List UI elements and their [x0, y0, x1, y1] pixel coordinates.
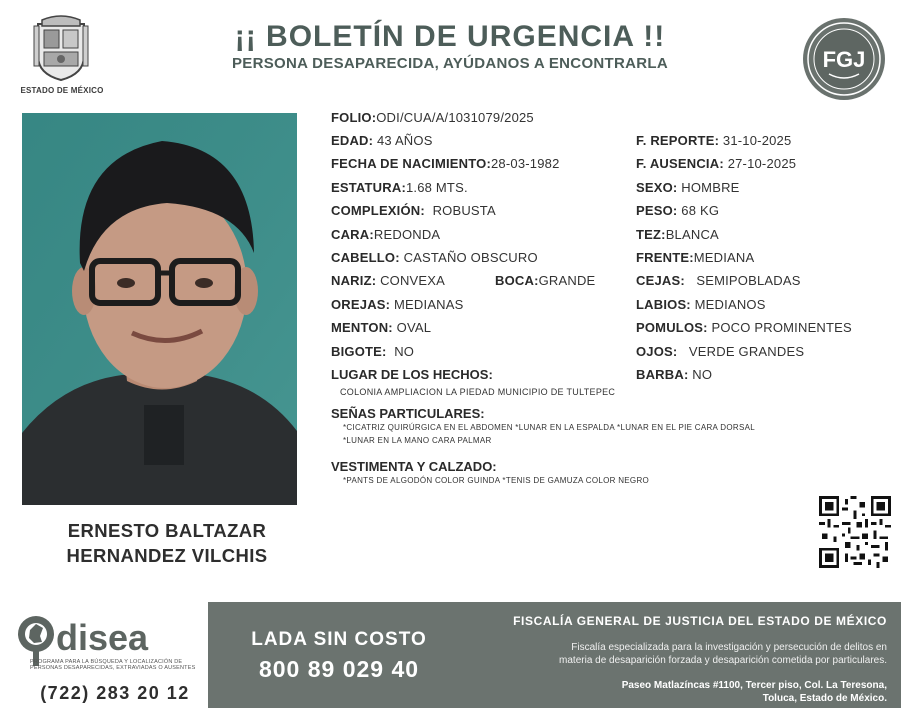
field-estatura: ESTATURA:1.68 MTS. — [331, 180, 468, 195]
person-name — [22, 518, 312, 568]
bulletin-subtitle: PERSONA DESAPARECIDA, AYÚDANOS A ENCONTRARLA — [231, 55, 668, 72]
estado-de-mexico-coat-of-arms-icon — [30, 12, 92, 82]
address-line1: Paseo Matlazíncas #1100, Tercer piso, Col. La Teresona, — [621, 680, 887, 691]
lada-label: LADA SIN COSTO — [251, 629, 427, 650]
field-labios: LABIOS: MEDIANOS — [636, 297, 766, 312]
fiscalia-description — [450, 641, 887, 667]
field-boca: BOCA:GRANDE — [495, 273, 596, 288]
fiscalia-title: FISCALÍA GENERAL DE JUSTICIA DEL ESTADO DE MÉXICO — [513, 614, 887, 628]
fgj-seal-icon — [801, 16, 887, 102]
lada-number[interactable]: 800 89 029 40 — [258, 656, 420, 682]
field-cejas: CEJAS: SEMIPOBLADAS — [636, 273, 801, 288]
person-name-line2: HERNANDEZ VILCHIS — [66, 545, 268, 566]
senas-line2: *LUNAR EN LA MANO CARA PALMAR — [343, 436, 492, 445]
field-folio: FOLIO:ODI/CUA/A/1031079/2025 — [331, 110, 534, 125]
address-line2: Toluca, Estado de México. — [762, 693, 887, 704]
field-fecha-nacimiento: FECHA DE NACIMIENTO:28-03-1982 — [331, 156, 560, 171]
field-peso: PESO: 68 KG — [636, 203, 720, 218]
lugar-label: LUGAR DE LOS HECHOS: — [331, 367, 493, 382]
senas-line1: *CICATRIZ QUIRÚRGICA EN EL ABDOMEN *LUNAR EN LA ESPALDA *LUNAR EN EL PIE CARA DORSAL — [343, 423, 755, 432]
field-nariz: NARIZ: CONVEXA — [331, 273, 446, 288]
field-menton: MENTON: OVAL — [331, 320, 432, 335]
field-fecha-ausencia: F. AUSENCIA: 27-10-2025 — [636, 156, 797, 171]
qr-code-icon[interactable] — [819, 496, 891, 568]
odisea-phone[interactable]: (722) 283 20 12 — [40, 683, 190, 703]
field-sexo: SEXO: HOMBRE — [636, 180, 740, 195]
state-label: ESTADO DE MÉXICO — [20, 86, 104, 95]
field-barba: BARBA: NO — [636, 367, 713, 382]
lugar-value: COLONIA AMPLIACION LA PIEDAD MUNICIPIO DE TULTEPEC — [340, 387, 616, 397]
field-cara: CARA:REDONDA — [331, 227, 441, 242]
field-frente: FRENTE:MEDIANA — [636, 250, 755, 265]
field-ojos: OJOS: VERDE GRANDES — [636, 344, 805, 359]
fiscalia-desc-line1: Fiscalía especializada para la investigación y persecución de delitos en — [571, 642, 887, 653]
odisea-name: disea — [56, 617, 149, 658]
fgj-logo-text: FGJ — [822, 47, 866, 72]
bulletin-title: ¡¡ BOLETÍN DE URGENCIA !! — [234, 20, 666, 53]
field-edad: EDAD: 43 AÑOS — [331, 133, 433, 148]
field-complexion: COMPLEXIÓN: ROBUSTA — [331, 203, 496, 218]
person-name-line1: ERNESTO BALTAZAR — [67, 520, 267, 541]
field-cabello: CABELLO: CASTAÑO OBSCURO — [331, 250, 538, 265]
odisea-program-text: PROGRAMA PARA LA BÚSQUEDA Y LOCALIZACIÓN DE PERSONAS DESAPARECIDAS, EXTRAVIADAS O AUSENTES — [30, 659, 196, 671]
vestimenta-value: *PANTS DE ALGODÓN COLOR GUINDA *TENIS DE GAMUZA COLOR NEGRO — [343, 476, 650, 485]
field-pomulos: POMULOS: POCO PROMINENTES — [636, 320, 852, 335]
field-bigote: BIGOTE: NO — [331, 344, 415, 359]
field-tez: TEZ:BLANCA — [636, 227, 719, 242]
senas-label: SEÑAS PARTICULARES: — [331, 406, 485, 421]
fiscalia-desc-line2: materia de desaparición forzada y desaparición cometida por particulares. — [559, 655, 887, 666]
field-orejas: OREJAS: MEDIANAS — [331, 297, 464, 312]
odisea-logo-icon — [16, 612, 206, 682]
missing-person-photo — [22, 113, 297, 505]
vestimenta-label: VESTIMENTA Y CALZADO: — [331, 459, 497, 474]
field-fecha-reporte: F. REPORTE: 31-10-2025 — [636, 133, 792, 148]
fiscalia-address — [450, 679, 887, 705]
